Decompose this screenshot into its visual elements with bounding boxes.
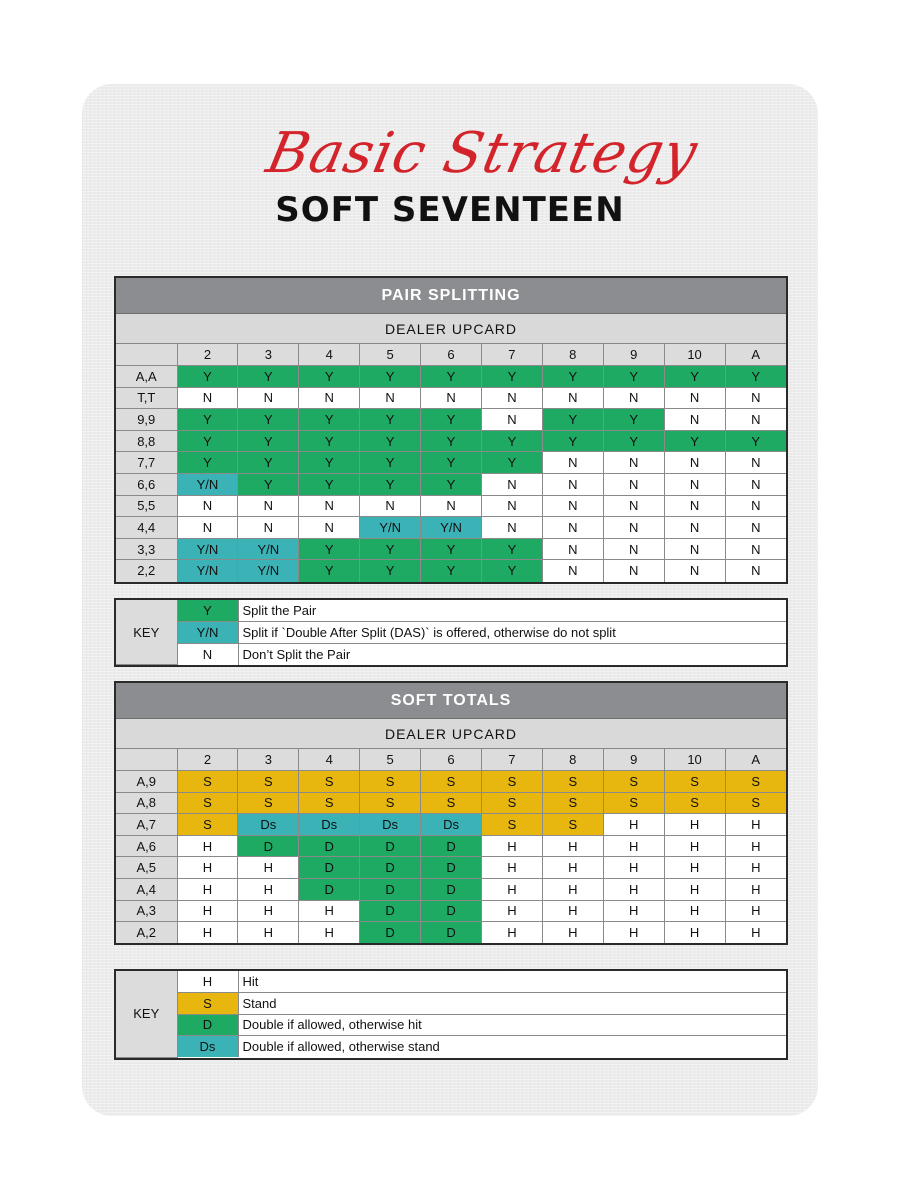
soft-key-row: [116, 1036, 786, 1058]
pair-splitting-row-label: 9,9: [116, 409, 177, 431]
soft-totals-cell: D: [421, 835, 482, 857]
pair-splitting-cell: N: [664, 560, 725, 582]
pair-splitting-row: [116, 474, 786, 496]
soft-totals-cell: H: [664, 922, 725, 944]
soft-totals-cell: H: [725, 835, 786, 857]
soft-totals-cell: H: [299, 900, 360, 922]
pair-splitting-cell: Y: [725, 430, 786, 452]
soft-totals-cell: D: [421, 922, 482, 944]
soft-totals-row-label: A,2: [116, 922, 177, 944]
soft-key-row: [116, 1014, 786, 1036]
soft-totals-cell: H: [177, 857, 238, 879]
pair-splitting-column-header: 8: [542, 344, 603, 366]
pair-splitting-cell: Y: [421, 560, 482, 582]
soft-totals-cell: H: [481, 922, 542, 944]
soft-totals-cell: D: [299, 879, 360, 901]
soft-totals-cell: D: [421, 857, 482, 879]
pair-splitting-cell: Y: [542, 409, 603, 431]
soft-totals-cell: S: [421, 771, 482, 793]
pair-splitting-cell: N: [664, 495, 725, 517]
soft-totals-cell: H: [725, 857, 786, 879]
soft-totals-cell: Ds: [421, 814, 482, 836]
soft-totals-row: [116, 771, 786, 793]
pair-splitting-row-label: 8,8: [116, 430, 177, 452]
pair-splitting-cell: N: [542, 452, 603, 474]
pair-splitting-cell: Y: [238, 409, 299, 431]
soft-totals-cell: H: [603, 900, 664, 922]
soft-totals-cell: Ds: [238, 814, 299, 836]
soft-totals-row: [116, 879, 786, 901]
pair-splitting-column-header: 3: [238, 344, 299, 366]
soft-key-description: Stand: [238, 993, 786, 1015]
soft-key-code: H: [177, 971, 238, 993]
soft-totals-cell: D: [360, 922, 421, 944]
pair-splitting-cell: N: [603, 474, 664, 496]
soft-totals-cell: S: [238, 792, 299, 814]
pair-splitting-cell: N: [421, 387, 482, 409]
pair-splitting-column-header: 7: [481, 344, 542, 366]
soft-totals-cell: S: [664, 792, 725, 814]
soft-totals-cell: H: [542, 900, 603, 922]
soft-totals-cell: H: [664, 900, 725, 922]
soft-totals-cell: D: [421, 900, 482, 922]
pair-key-row: [116, 600, 786, 622]
soft-totals-grid: [116, 749, 786, 943]
pair-splitting-cell: N: [481, 409, 542, 431]
pair-splitting-corner-cell: [116, 344, 177, 366]
pair-key-code: N: [177, 643, 238, 665]
pair-splitting-cell: Y: [603, 366, 664, 388]
soft-key-table: [116, 971, 786, 1058]
pair-splitting-cell: N: [360, 387, 421, 409]
soft-totals-cell: H: [603, 857, 664, 879]
pair-key-row: [116, 643, 786, 665]
script-title: Basic Strategy: [261, 121, 704, 186]
soft-totals-cell: S: [542, 771, 603, 793]
pair-splitting-cell: Y: [177, 430, 238, 452]
pair-splitting-cell: Y: [299, 409, 360, 431]
soft-totals-cell: H: [481, 900, 542, 922]
soft-totals-cell: S: [542, 814, 603, 836]
pair-splitting-cell: Y: [542, 430, 603, 452]
pair-splitting-cell: Y: [360, 474, 421, 496]
soft-totals-cell: H: [725, 814, 786, 836]
pair-splitting-cell: N: [725, 538, 786, 560]
pair-splitting-cell: Y: [421, 452, 482, 474]
pair-splitting-cell: Y: [360, 560, 421, 582]
pair-key-label: KEY: [116, 600, 177, 665]
pair-splitting-cell: N: [603, 560, 664, 582]
pair-splitting-subheader: DEALER UPCARD: [116, 314, 786, 344]
pair-splitting-cell: N: [481, 474, 542, 496]
pair-splitting-row-label: 3,3: [116, 538, 177, 560]
soft-totals-row-label: A,3: [116, 900, 177, 922]
pair-splitting-cell: Y: [421, 538, 482, 560]
pair-splitting-row: [116, 366, 786, 388]
soft-totals-row: [116, 857, 786, 879]
pair-splitting-cell: Y/N: [177, 560, 238, 582]
pair-splitting-cell: Y/N: [177, 474, 238, 496]
soft-key-code: D: [177, 1014, 238, 1036]
pair-splitting-cell: Y: [238, 430, 299, 452]
pair-splitting-row-label: 4,4: [116, 517, 177, 539]
pair-splitting-cell: N: [238, 517, 299, 539]
soft-totals-cell: H: [481, 879, 542, 901]
pair-splitting-cell: Y: [481, 452, 542, 474]
pair-splitting-cell: N: [725, 409, 786, 431]
pair-splitting-row: [116, 409, 786, 431]
pair-splitting-cell: Y: [481, 538, 542, 560]
soft-totals-cell: S: [603, 771, 664, 793]
soft-totals-cell: S: [664, 771, 725, 793]
pair-splitting-cell: N: [177, 517, 238, 539]
soft-totals-column-header: A: [725, 749, 786, 771]
soft-totals-row: [116, 900, 786, 922]
soft-totals-cell: S: [177, 792, 238, 814]
soft-key-description: Double if allowed, otherwise stand: [238, 1036, 786, 1058]
soft-key-row: [116, 971, 786, 993]
pair-key-description: Split if `Double After Split (DAS)` is offered, otherwise do not split: [238, 622, 786, 644]
pair-splitting-cell: Y/N: [177, 538, 238, 560]
soft-totals-column-header: 10: [664, 749, 725, 771]
pair-splitting-cell: Y: [421, 430, 482, 452]
pair-splitting-cell: Y: [299, 474, 360, 496]
soft-totals-cell: H: [481, 835, 542, 857]
pair-splitting-cell: Y: [177, 366, 238, 388]
pair-splitting-cell: Y: [238, 452, 299, 474]
soft-key-code: S: [177, 993, 238, 1015]
pair-splitting-cell: N: [725, 452, 786, 474]
soft-key-row: [116, 993, 786, 1015]
pair-splitting-cell: Y/N: [421, 517, 482, 539]
soft-totals-cell: H: [603, 814, 664, 836]
pair-splitting-row: [116, 538, 786, 560]
soft-key-description: Hit: [238, 971, 786, 993]
soft-totals-cell: H: [664, 835, 725, 857]
pair-splitting-row: [116, 452, 786, 474]
soft-totals-cell: D: [238, 835, 299, 857]
card-title: [0, 112, 900, 230]
soft-totals-row: [116, 814, 786, 836]
pair-key-code: Y: [177, 600, 238, 622]
pair-splitting-cell: Y: [360, 538, 421, 560]
pair-splitting-cell: Y: [360, 452, 421, 474]
soft-key: [114, 969, 788, 1060]
pair-splitting-cell: N: [481, 495, 542, 517]
soft-totals-column-header-row: [116, 749, 786, 771]
pair-splitting-cell: Y: [481, 366, 542, 388]
soft-totals-row: [116, 922, 786, 944]
soft-totals-cell: S: [603, 792, 664, 814]
soft-totals-cell: H: [238, 900, 299, 922]
soft-totals-cell: S: [725, 771, 786, 793]
soft-totals-row-label: A,6: [116, 835, 177, 857]
pair-splitting-cell: Y/N: [238, 560, 299, 582]
pair-splitting-table: [114, 276, 788, 584]
pair-splitting-cell: N: [725, 474, 786, 496]
pair-key-row: [116, 622, 786, 644]
soft-totals-cell: S: [481, 814, 542, 836]
pair-splitting-cell: Y: [299, 452, 360, 474]
pair-splitting-cell: N: [177, 495, 238, 517]
pair-splitting-cell: N: [421, 495, 482, 517]
soft-totals-cell: Ds: [360, 814, 421, 836]
soft-totals-cell: H: [177, 900, 238, 922]
pair-splitting-cell: Y: [481, 430, 542, 452]
pair-splitting-header: PAIR SPLITTING: [116, 278, 786, 314]
soft-totals-cell: H: [664, 814, 725, 836]
pair-splitting-cell: N: [299, 387, 360, 409]
soft-totals-cell: S: [421, 792, 482, 814]
pair-splitting-cell: N: [603, 517, 664, 539]
soft-totals-cell: H: [664, 879, 725, 901]
pair-splitting-cell: Y: [421, 409, 482, 431]
soft-totals-column-header: 5: [360, 749, 421, 771]
soft-totals-cell: D: [360, 879, 421, 901]
pair-splitting-row-label: 7,7: [116, 452, 177, 474]
pair-splitting-cell: Y: [238, 366, 299, 388]
soft-totals-cell: H: [603, 922, 664, 944]
soft-totals-cell: S: [725, 792, 786, 814]
soft-totals-cell: H: [725, 879, 786, 901]
soft-totals-cell: H: [177, 879, 238, 901]
soft-totals-row: [116, 835, 786, 857]
soft-totals-cell: H: [725, 900, 786, 922]
soft-totals-cell: H: [664, 857, 725, 879]
pair-splitting-row: [116, 495, 786, 517]
soft-totals-cell: H: [299, 922, 360, 944]
soft-key-label: KEY: [116, 971, 177, 1057]
pair-splitting-cell: N: [664, 517, 725, 539]
soft-totals-cell: Ds: [299, 814, 360, 836]
pair-splitting-row-label: 5,5: [116, 495, 177, 517]
pair-splitting-cell: N: [481, 517, 542, 539]
pair-splitting-row: [116, 387, 786, 409]
pair-key: [114, 598, 788, 667]
pair-splitting-cell: N: [603, 495, 664, 517]
pair-splitting-cell: Y: [603, 409, 664, 431]
soft-totals-column-header: 4: [299, 749, 360, 771]
pair-splitting-cell: Y: [664, 430, 725, 452]
soft-totals-column-header: 3: [238, 749, 299, 771]
pair-splitting-cell: Y: [299, 430, 360, 452]
soft-totals-cell: D: [360, 857, 421, 879]
pair-splitting-cell: N: [542, 538, 603, 560]
pair-splitting-cell: N: [664, 452, 725, 474]
pair-splitting-cell: Y: [664, 366, 725, 388]
soft-totals-cell: H: [177, 835, 238, 857]
pair-splitting-cell: N: [664, 538, 725, 560]
soft-totals-table: [114, 681, 788, 945]
pair-splitting-cell: N: [542, 387, 603, 409]
soft-totals-column-header: 7: [481, 749, 542, 771]
soft-totals-cell: S: [481, 771, 542, 793]
pair-splitting-cell: N: [238, 387, 299, 409]
soft-totals-cell: D: [421, 879, 482, 901]
soft-totals-cell: S: [481, 792, 542, 814]
pair-splitting-row: [116, 560, 786, 582]
pair-splitting-cell: Y: [299, 366, 360, 388]
pair-key-table: [116, 600, 786, 665]
soft-totals-cell: H: [725, 922, 786, 944]
soft-totals-corner-cell: [116, 749, 177, 771]
soft-totals-cell: D: [299, 857, 360, 879]
pair-splitting-column-header: 4: [299, 344, 360, 366]
pair-splitting-cell: Y/N: [238, 538, 299, 560]
pair-splitting-cell: N: [238, 495, 299, 517]
pair-splitting-column-header: 2: [177, 344, 238, 366]
pair-splitting-cell: Y: [299, 538, 360, 560]
soft-totals-cell: D: [299, 835, 360, 857]
pair-splitting-row-label: 6,6: [116, 474, 177, 496]
soft-key-code: Ds: [177, 1036, 238, 1058]
pair-splitting-cell: N: [603, 387, 664, 409]
soft-totals-subheader: DEALER UPCARD: [116, 719, 786, 749]
soft-totals-cell: H: [238, 922, 299, 944]
pair-splitting-cell: N: [360, 495, 421, 517]
pair-splitting-cell: N: [542, 517, 603, 539]
pair-splitting-cell: N: [664, 387, 725, 409]
pair-splitting-column-header-row: [116, 344, 786, 366]
soft-totals-cell: H: [603, 879, 664, 901]
pair-splitting-column-header: 9: [603, 344, 664, 366]
soft-totals-column-header: 2: [177, 749, 238, 771]
pair-splitting-cell: N: [542, 495, 603, 517]
soft-totals-row: [116, 792, 786, 814]
pair-splitting-cell: Y: [177, 452, 238, 474]
pair-key-description: Don’t Split the Pair: [238, 643, 786, 665]
pair-splitting-cell: N: [664, 474, 725, 496]
soft-totals-cell: H: [603, 835, 664, 857]
soft-totals-cell: S: [238, 771, 299, 793]
pair-splitting-cell: Y: [177, 409, 238, 431]
soft-totals-cell: H: [542, 857, 603, 879]
soft-totals-header: SOFT TOTALS: [116, 683, 786, 719]
pair-splitting-cell: N: [664, 409, 725, 431]
block-title: SOFT SEVENTEEN: [275, 190, 625, 230]
soft-totals-cell: H: [542, 922, 603, 944]
soft-totals-cell: S: [177, 771, 238, 793]
pair-splitting-cell: Y: [542, 366, 603, 388]
pair-key-description: Split the Pair: [238, 600, 786, 622]
pair-splitting-cell: Y: [725, 366, 786, 388]
soft-totals-column-header: 9: [603, 749, 664, 771]
soft-totals-cell: D: [360, 900, 421, 922]
pair-splitting-cell: N: [725, 387, 786, 409]
pair-key-code: Y/N: [177, 622, 238, 644]
pair-splitting-column-header: 6: [421, 344, 482, 366]
soft-key-description: Double if allowed, otherwise hit: [238, 1014, 786, 1036]
soft-totals-cell: H: [542, 835, 603, 857]
pair-splitting-cell: Y: [421, 474, 482, 496]
pair-splitting-cell: N: [603, 538, 664, 560]
pair-splitting-cell: N: [177, 387, 238, 409]
pair-splitting-cell: N: [725, 495, 786, 517]
soft-totals-cell: S: [360, 771, 421, 793]
soft-totals-cell: S: [299, 771, 360, 793]
soft-totals-cell: S: [299, 792, 360, 814]
pair-splitting-cell: Y: [481, 560, 542, 582]
soft-totals-cell: H: [481, 857, 542, 879]
soft-totals-row-label: A,4: [116, 879, 177, 901]
pair-splitting-cell: Y/N: [360, 517, 421, 539]
soft-totals-cell: S: [177, 814, 238, 836]
pair-splitting-cell: N: [725, 560, 786, 582]
pair-splitting-cell: N: [299, 495, 360, 517]
soft-totals-cell: H: [238, 857, 299, 879]
soft-totals-row-label: A,8: [116, 792, 177, 814]
pair-splitting-cell: Y: [360, 366, 421, 388]
soft-totals-row-label: A,9: [116, 771, 177, 793]
pair-splitting-cell: N: [542, 560, 603, 582]
pair-splitting-cell: N: [725, 517, 786, 539]
pair-splitting-row: [116, 430, 786, 452]
pair-splitting-column-header: 5: [360, 344, 421, 366]
pair-splitting-cell: Y: [603, 430, 664, 452]
pair-splitting-cell: N: [299, 517, 360, 539]
pair-splitting-cell: N: [481, 387, 542, 409]
pair-splitting-column-header: 10: [664, 344, 725, 366]
soft-totals-column-header: 8: [542, 749, 603, 771]
pair-splitting-cell: Y: [360, 409, 421, 431]
soft-totals-row-label: A,5: [116, 857, 177, 879]
pair-splitting-cell: N: [603, 452, 664, 474]
pair-splitting-cell: N: [542, 474, 603, 496]
soft-totals-column-header: 6: [421, 749, 482, 771]
soft-totals-cell: H: [177, 922, 238, 944]
pair-splitting-column-header: A: [725, 344, 786, 366]
pair-splitting-row-label: A,A: [116, 366, 177, 388]
pair-splitting-row-label: T,T: [116, 387, 177, 409]
pair-splitting-cell: Y: [360, 430, 421, 452]
soft-totals-cell: H: [238, 879, 299, 901]
pair-splitting-row: [116, 517, 786, 539]
pair-splitting-cell: Y: [299, 560, 360, 582]
soft-totals-cell: S: [542, 792, 603, 814]
pair-splitting-cell: Y: [421, 366, 482, 388]
pair-splitting-cell: Y: [238, 474, 299, 496]
pair-splitting-row-label: 2,2: [116, 560, 177, 582]
soft-totals-row-label: A,7: [116, 814, 177, 836]
soft-totals-cell: S: [360, 792, 421, 814]
pair-splitting-grid: [116, 344, 786, 582]
soft-totals-cell: D: [360, 835, 421, 857]
soft-totals-cell: H: [542, 879, 603, 901]
